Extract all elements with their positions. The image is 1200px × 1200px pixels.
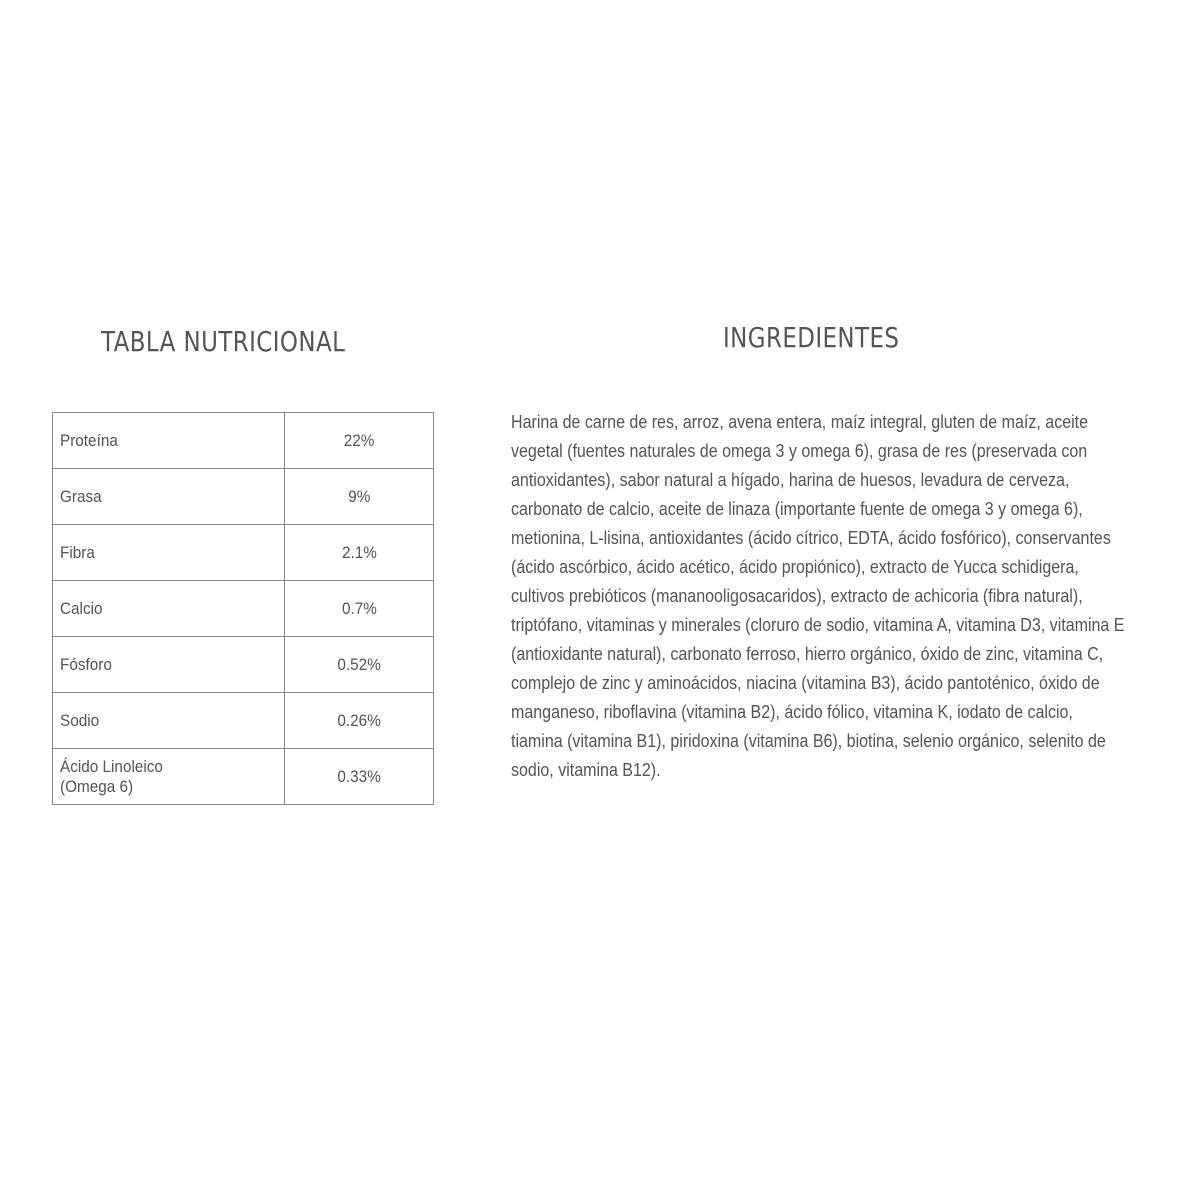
nutrient-name: Ácido Linoleico (Omega 6) (60, 756, 163, 796)
nutrient-name-cell (53, 693, 285, 749)
nutrient-value: 0.7% (341, 598, 377, 618)
nutrient-name-cell (53, 581, 285, 637)
table-row (53, 413, 434, 469)
nutrient-value-cell (285, 413, 434, 469)
nutrient-name-cell (53, 413, 285, 469)
nutrient-value-cell (285, 525, 434, 581)
nutrient-name-cell (53, 637, 285, 693)
table-row (53, 693, 434, 749)
nutrient-value-cell (285, 693, 434, 749)
nutrient-value: 22% (343, 430, 375, 450)
table-row (53, 469, 434, 525)
nutrient-value: 0.26% (337, 710, 381, 730)
nutrient-value: 0.33% (337, 766, 381, 786)
nutrition-table (52, 412, 434, 805)
nutrient-name: Proteína (60, 430, 118, 450)
table-row (53, 525, 434, 581)
nutrient-name: Calcio (60, 598, 103, 618)
nutrient-value-cell (285, 749, 434, 805)
nutrient-value-cell (285, 581, 434, 637)
nutrient-value: 2.1% (341, 542, 377, 562)
nutrient-name: Fósforo (60, 654, 112, 674)
nutrient-name-cell (53, 749, 285, 805)
table-row (53, 581, 434, 637)
nutrient-value-cell (285, 469, 434, 525)
ingredients-title: INGREDIENTES (723, 321, 900, 354)
nutrient-name: Sodio (60, 710, 100, 730)
ingredients-text: Harina de carne de res, arroz, avena entera, maíz integral, gluten de maíz, aceite vegetal (fuentes naturales de omega 3 y omega 6), grasa de res (preservada con antioxidantes), sabor natural a hígado, harina de huesos, levadura de cerveza, carbonato de calcio, aceite de linaza (importante fuente de omega 3 y omega 6), metionina, L-lisina, antioxidantes (ácido cítrico, EDTA, ácido fosfórico), conservantes (ácido ascórbico, ácido acético, ácido propiónico), extracto de Yucca schidigera, cultivos prebióticos (mananooligosacaridos), extracto de achicoria (fibra natural), triptófano, vitaminas y minerales (cloruro de sodio, vitamina A, vitamina D3, vitamina E (antioxidante natural), carbonato ferroso, hierro orgánico, óxido de zinc, vitamina C, complejo de zinc y aminoácidos, niacina (vitamina B3), ácido pantoténico, óxido de manganeso, riboflavina (vitamina B2), ácido fólico, vitamina K, iodato de calcio, tiamina (vitamina B1), piridoxina (vitamina B6), biotina, selenio orgánico, selenito de sodio, vitamina B12). (511, 412, 1125, 780)
nutrient-value: 9% (347, 486, 371, 506)
nutrient-value: 0.52% (337, 654, 381, 674)
nutrient-value-cell (285, 637, 434, 693)
nutrient-name-cell (53, 469, 285, 525)
nutrient-name-cell (53, 525, 285, 581)
nutrition-table-title: TABLA NUTRICIONAL (101, 325, 346, 358)
table-row (53, 637, 434, 693)
nutrient-name: Fibra (60, 542, 95, 562)
table-row (53, 749, 434, 805)
nutrient-name: Grasa (60, 486, 102, 506)
